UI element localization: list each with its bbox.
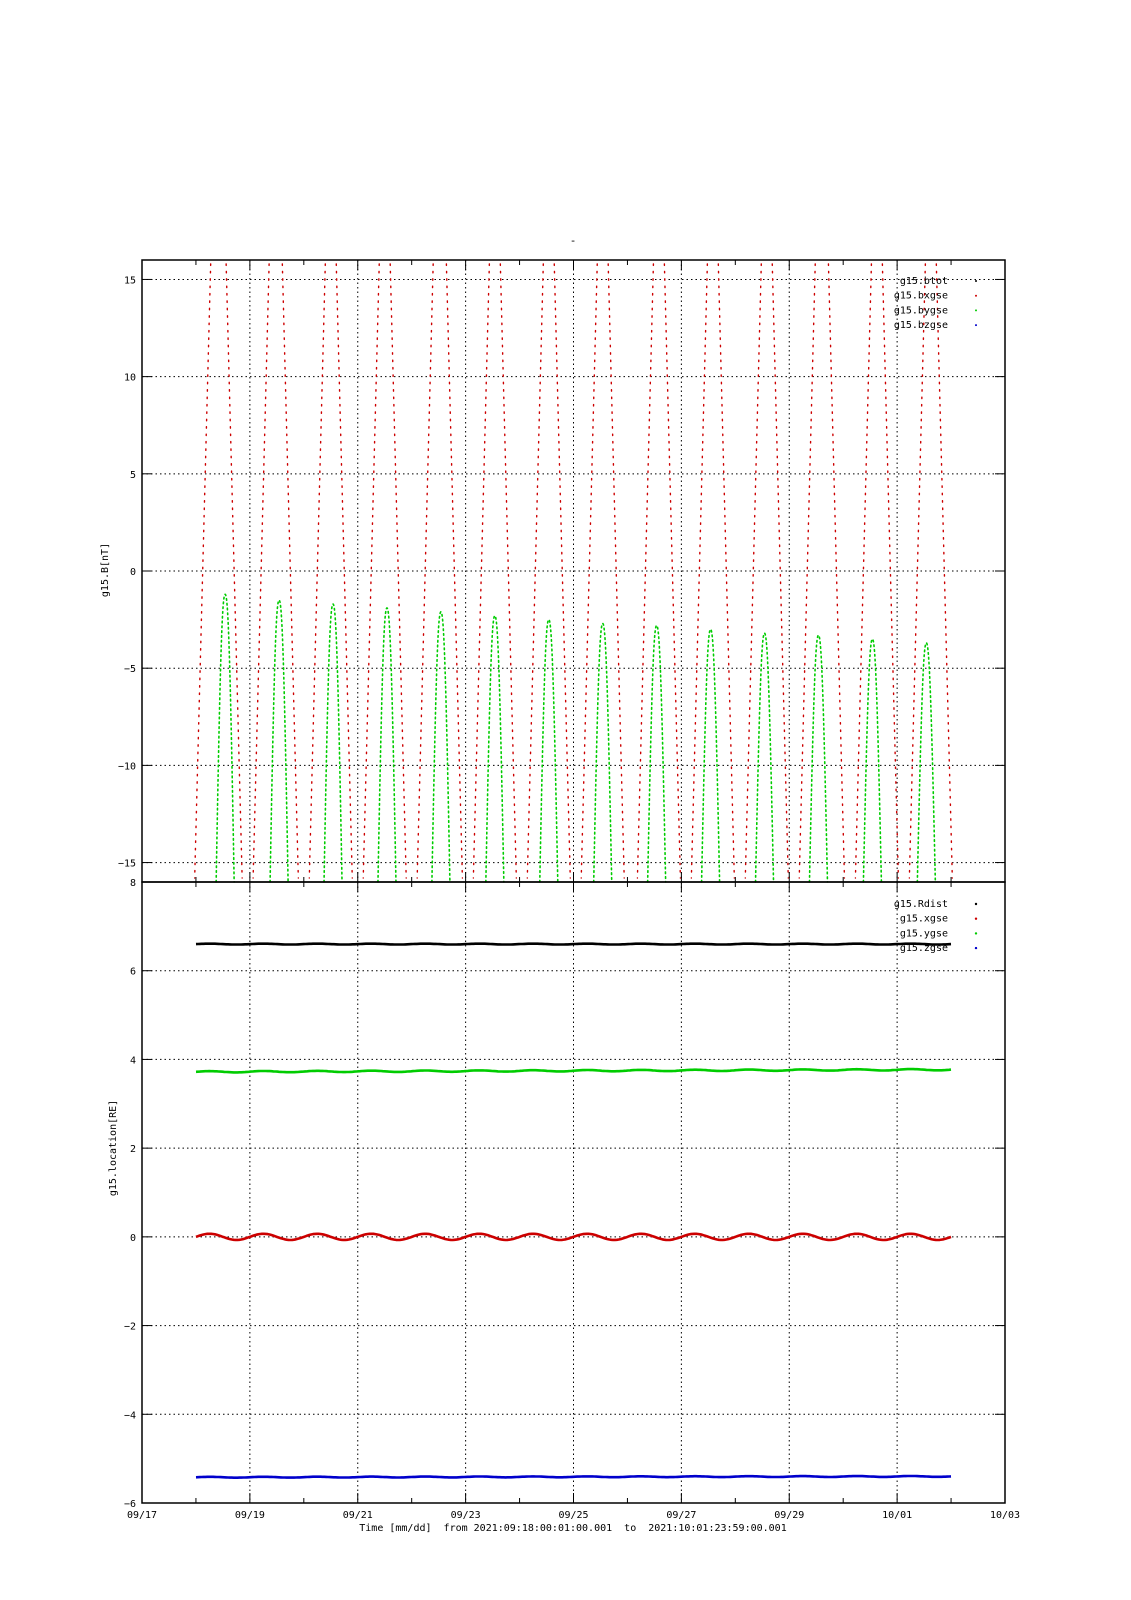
p1-legend-label-0: g15.btot [899,276,948,287]
location-series-g15-zgse [196,1476,951,1478]
p2-legend-label-1: g15.xgse [899,913,948,925]
p2-ytick-label-7: −6 [123,1499,136,1510]
p2-legend-marker-2 [975,932,977,934]
p2-grid [142,882,1005,1503]
p1-legend-marker-3 [975,324,977,326]
p2-y-axis-label: g15.location[RE] [108,1099,119,1197]
p1-legend-label-1: g15.bxgse [893,290,948,302]
p2-legend-marker-1 [975,918,977,920]
p1-legend-label-2: g15.bygse [893,305,948,317]
p1-ytick-label-4: −5 [123,664,136,676]
p1-ytick-label-3: 0 [129,567,136,578]
p1-y-tick-labels [118,275,136,869]
p2-ytick-label-0: 8 [129,878,136,889]
bygse-peak-13 [917,643,935,882]
p2-ytick-label-4: 0 [129,1232,136,1244]
p2-ytick-label-3: 2 [129,1144,136,1156]
bygse-peak-11 [809,635,827,882]
bygse-peak-7 [594,623,612,882]
figure-title: - [569,234,577,247]
p2-ytick-label-2: 4 [129,1055,136,1067]
p1-series [195,264,953,882]
p1-ytick-label-0: 15 [123,275,136,287]
x-tick-label-2: 09/21 [342,1510,373,1521]
p1-ytick-label-6: −15 [117,858,136,870]
p2-ytick-label-1: 6 [129,966,136,978]
x-tick-label-3: 09/23 [450,1510,481,1521]
p1-ytick-label-2: 5 [129,469,136,481]
bygse-peak-2 [324,604,342,882]
p1-legend-marker-2 [975,309,977,311]
p1-legend-label-3: g15.bzgse [893,320,948,332]
p2-legend-label-0: g15.Rdist [893,899,948,910]
p1-legend-marker-1 [975,295,977,297]
p2-ytick-label-5: −2 [123,1321,136,1333]
x-tick-label-1: 09/19 [234,1510,265,1521]
x-tick-labels [127,1510,1020,1521]
p2-legend-label-2: g15.ygse [899,928,948,940]
x-tick-label-7: 10/01 [882,1510,913,1521]
bygse-peak-10 [756,633,774,882]
bygse-peak-1 [270,600,288,882]
magnetic-field-panel [100,260,1005,882]
p2-ytick-label-6: −4 [123,1410,136,1422]
p1-ytick-label-5: −10 [117,761,136,773]
bygse-peak-9 [702,629,720,882]
x-axis-label: Time [mm/dd] from 2021:09:18:00:01:00.001 to 2021:10:01:23:59:00.001 [359,1523,787,1534]
p2-legend-marker-0 [975,903,977,905]
location-panel [108,878,1020,1521]
p1-legend [894,276,977,331]
location-series-g15-ygse [196,1069,951,1072]
p1-legend-marker-0 [975,280,977,282]
bygse-peak-4 [432,612,450,882]
x-tick-label-8: 10/03 [989,1510,1021,1521]
p1-ytick-label-1: 10 [123,372,136,384]
p1-y-axis-label: g15.B[nT] [100,542,111,598]
bygse-peak-6 [540,620,558,882]
p2-legend-marker-3 [975,947,977,949]
p2-y-tick-labels [124,878,136,1510]
bygse-peak-3 [378,608,396,882]
x-tick-label-4: 09/25 [558,1510,589,1521]
p2-legend-label-3: g15.zgse [899,943,948,955]
x-tick-label-0: 09/17 [126,1510,158,1521]
p2-legend [894,899,977,954]
bygse-peak-0 [216,594,234,882]
bygse-peak-12 [863,639,881,882]
x-tick-label-6: 09/29 [774,1510,805,1521]
bygse-peak-5 [486,616,504,882]
bygse-peak-8 [648,625,666,882]
x-tick-label-5: 09/27 [666,1510,697,1521]
location-series-g15-Rdist [196,944,951,945]
